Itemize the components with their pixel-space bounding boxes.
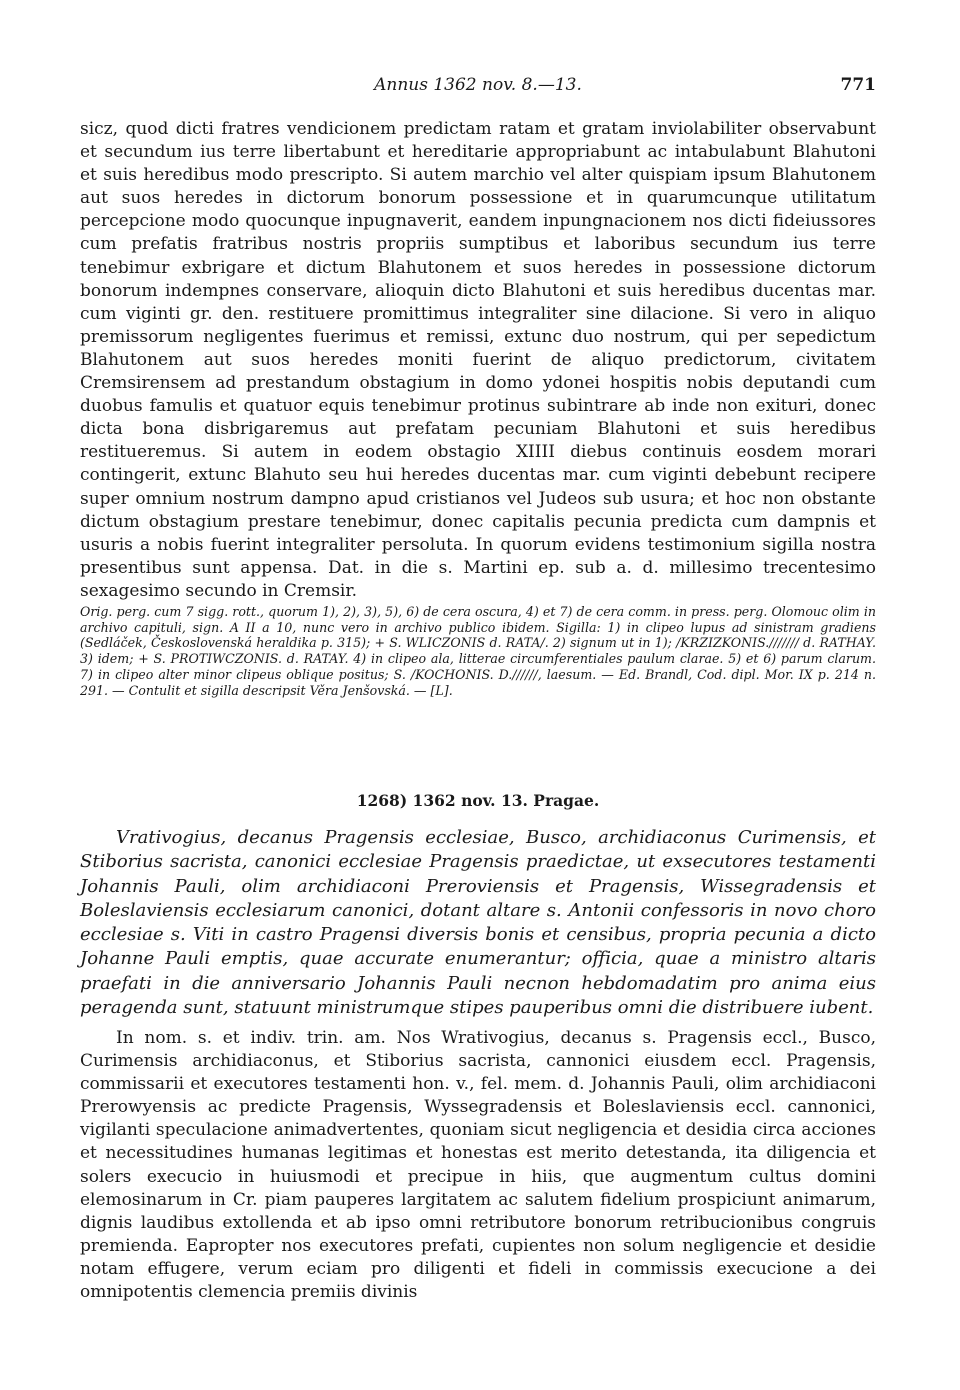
charter-text-continuation: sicz, quod dicti fratres vendicionem predictam ratam et gratam inviolabiliter observabunt et secundum ius terre libertabunt et hereditarie appropriabunt ac intabulabunt Blahutoni et suis heredibus modo prescripto. Si autem marchio vel alter quispiam ipsum Blahutonem aut suos heredes in dictorum bonorum possessione et in quarumcunque utilitatum percepcione modo quocunque inpugnaverit, eandem inpungnacionem nos dicti fideiussores cum prefatis fratribus nostris propriis sumptibus et laboribus secundum ius terre tenebimur exbrigare et dictum Blahutonem et suos heredes in possessione dictorum bonorum indempnes conservare, alioquin dicto Blahutoni et suis heredibus ducentas mar. cum viginti gr. den. restituere promittimus integraliter sine dilacione. Si vero in aliquo premissorum negligentes fuerimus et remissi, extunc duo nostrum, qui per sepedictum Blahutonem aut suos heredes moniti fuerint de aliquo predictorum, civitatem Cremsirensem ad prestandum obstagium in domo ydonei hospitis nobis deputandi cum duobus famulis et quatuor equis tenebimur protinus subintrare ab inde non exituri, donec dicta bona disbrigaremus aut prefatam pecuniam Blahutoni et suis heredibus restitueremus. Si autem in eodem obstagio XIIII diebus continuis eosdem morari contingerit, extunc Blahuto seu hui heredes ducentas mar. cum viginti debebunt recipere super omnium nostrum dampno apud cristianos vel Judeos sub usura; et hoc non obstante dictum obstagium prestare tenebimur, donec capitalis pecunia predicta cum dampnis et usuris a nobis fuerint integraliter persoluta. In quorum evidens testimonium sigilla nostra presentibus sunt appensa. Dat. in die s. Martini ep. sub a. d. millesimo trecentesimo sexagesimo secundo in Cremsir. [80,119,876,601]
regest-summary: Vrativogius, decanus Pragensis ecclesiae, Busco, archidiaconus Curimensis, et Stiborius sacrista, canonici ecclesiae Pragensis praedictae, ut exsecutores testamenti Johannis Pauli, olim archidiaconi Preroviensis et Pragensis, Wissegradensis et Boleslaviensis ecclesiarum canonici, dotant altare s. Antonii confessoris in novo choro ecclesiae s. Viti in castro Pragensi diversis bonis et censibus, propria pecunia a dicto Johanne Pauli emptis, quae accurate enumerantur; officia, quae a ministro altaris praefati in die anniversario Johannis Pauli necnon hebdomadatim pro anima eius peragenda sunt, statuunt ministrumque stipes pauperibus omni die distribuere iubent. [80,827,876,1019]
running-head [80,72,876,98]
editorial-notes: Orig. perg. cum 7 sigg. rott., quorum 1), 2), 3), 5), 6) de cera oscura, 4) et 7) de cera comm. in press. perg. Olomouc olim in archivo capituli, sign. A II a 10, nunc vero in archivo publico ibidem. Sigilla: 1) in clipeo lupus ad sinistram gradiens (Sedláček, Československá heraldika p. 315); + S. WLICZONIS d. RATA/. 2) signum ut in 1); /KRZIZKONIS./////// d. RATHAY. 3) idem; + S. PROTIWCZONIS. d. RATAY. 4) in clipeo ala, litterae circumferentiales paulum clarae. 5) et 6) parum clarum. 7) in clipeo alter minor clipeus oblique positus; S. /KOCHONIS. D.//////, laesum. — Ed. Brandl, Cod. dipl. Mor. IX p. 214 n. 291. — Contulit et sigilla descripsit Věra Jenšovská. — [L]. [80,604,876,698]
charter-text-beginning: In nom. s. et indiv. trin. am. Nos Wrativogius, decanus s. Pragensis eccl., Busco, Curimensis archidiaconus, et Stiborius sacrista, cannonici eiusdem eccl. Pragensis, commissarii et executores testamenti hon. v., fel. mem. d. Johannis Pauli, olim archidiaconi Prerowyensis ac predicte Pragensis, Wyssegradensis et Boleslaviensis eccl. cannonici, vigilanti speculacione animadvertentes, quoniam sicut negligencia et desidia circa acciones et necessitudines humanas legitimas et honestas est merito detestanda, ita diligencia et solers execucio in huiusmodi et precipue in hiis, que augmentum cultus domini elemosinarum in Cr. piam pauperes largitatem ac salutem fidelium prospiciunt animarum, dignis laudibus extollenda et ab ipso omni retributore bonorum retribucionibus congruis premienda. Eapropter nos executores prefati, cupientes non solum negligencie et desidie notam effugere, verum eciam pro diligenti et fideli in commissis execucione a dei omnipotentis clemencia premiis divinis [80,1028,876,1303]
running-title: Annus 1362 nov. 8.—13. [374,75,582,95]
document-heading: 1268) 1362 nov. 13. Pragae. [356,791,600,810]
page-number: 771 [840,75,876,95]
